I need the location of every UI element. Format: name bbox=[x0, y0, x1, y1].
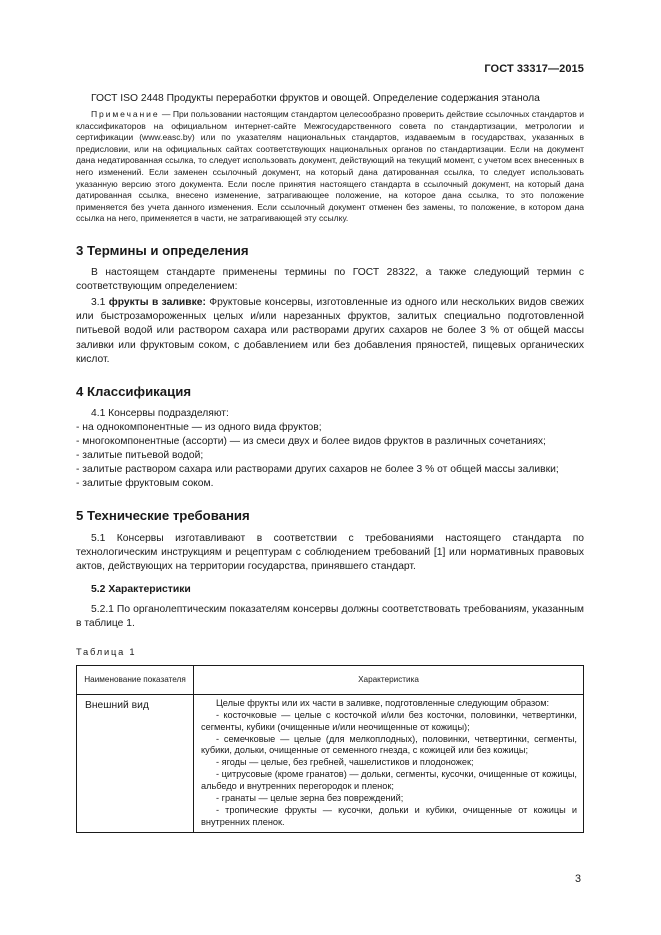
page-number: 3 bbox=[574, 873, 581, 885]
column-header-indicator: Наименование показателя bbox=[77, 665, 194, 694]
term-number: 3.1 bbox=[91, 297, 109, 309]
page-content bbox=[76, 92, 584, 833]
section-5-2-heading: 5.2 Характеристики bbox=[91, 583, 191, 595]
list-item: - залитые питьевой водой; bbox=[76, 449, 204, 461]
section-3-heading: 3 Термины и определения bbox=[76, 243, 249, 259]
term-name: фрукты в заливке: bbox=[108, 297, 206, 309]
table-row bbox=[77, 694, 584, 832]
classification-intro: 4.1 Консервы подразделяют: bbox=[91, 407, 229, 419]
classification-list bbox=[76, 407, 584, 492]
section-5-2-1-paragraph: 5.2.1 По органолептическим показателям консервы должны соответствовать требованиям, указанным в таблице 1. bbox=[76, 603, 584, 629]
list-item: - залитые раствором сахара или растворами других сахаров не более 3 % от общей массы заливки; bbox=[76, 464, 559, 476]
note-label: Примечание bbox=[91, 109, 160, 120]
characteristic-line: - семечковые — целые (для мелкоплодных), половинки, четвертинки, сегменты, кубики, дольки, очищенные от семенного гнезда, с кожицей или без кожицы; bbox=[201, 733, 577, 756]
list-item: - залитые фруктовым соком. bbox=[76, 478, 214, 490]
list-item: - на однокомпонентные — из одного вида фруктов; bbox=[76, 421, 322, 433]
note-paragraph bbox=[76, 109, 584, 225]
section-5-heading: 5 Технические требования bbox=[76, 508, 250, 524]
section-3-intro: В настоящем стандарте применены термины по ГОСТ 28322, а также следующий термин с соответствующим определением: bbox=[76, 267, 584, 293]
indicator-name: Внешний вид bbox=[77, 694, 194, 832]
term-definition bbox=[76, 296, 584, 366]
table-caption: Таблица 1 bbox=[76, 646, 137, 657]
table-1 bbox=[76, 665, 584, 833]
characteristic-line: - цитрусовые (кроме гранатов) — дольки, сегменты, кусочки, очищенные от кожицы, альбедо и внутренних перегородок и пленок; bbox=[201, 769, 577, 792]
document-number: ГОСТ 33317—2015 bbox=[484, 63, 584, 75]
term-definition-text: Фруктовые консервы, изготовленные из одного или нескольких видов свежих или быстрозамороженных целых и/или нарезанных фруктов, залитых специально подготовленной питьевой водой или раствором сахара или растворами других сахаров не более 3 % от общей массы заливки или фруктовым соком, с добавлением или без добавления пряностей, пищевых органических кислот. bbox=[76, 297, 585, 365]
column-header-characteristic: Характеристика bbox=[194, 665, 584, 694]
characteristic-line: - тропические фрукты — кусочки, дольки и кубики, очищенные от кожицы и внутренних пленок. bbox=[201, 804, 577, 827]
characteristic-line: Целые фрукты или их части в заливке, подготовленные следующим образом: bbox=[216, 697, 550, 708]
characteristic-cell bbox=[194, 694, 584, 832]
reference-entry: ГОСТ ISO 2448 Продукты переработки фруктов и овощей. Определение содержания этанола bbox=[91, 93, 540, 104]
section-5-1-paragraph: 5.1 Консервы изготавливают в соответствии с требованиями настоящего стандарта по технологическим инструкциям и рецептурам с соблюдением требований [1] или нормативных правовых актов, действующих на территории государства, принявшего стандарт. bbox=[76, 533, 584, 573]
characteristic-line: - косточковые — целые с косточкой и/или без косточки, половинки, четвертинки, сегменты, кубики (очищенные и/или неочищенные от кожицы); bbox=[201, 709, 577, 732]
section-4-heading: 4 Классификация bbox=[76, 383, 192, 399]
characteristic-line: - гранаты — целые зерна без повреждений; bbox=[216, 793, 404, 804]
note-text: — При пользовании настоящим стандартом целесообразно проверить действие ссылочных стандартов и классификаторов на официальном интернет-сайте Межгосударственного совета по стандартизации, метрологии и сертификации (www.easc.by) или по указателям национальных стандартов, издаваемым в государствах, указанных в предисловии, или на официальных сайтах соответствующих национальных органов по стандартизации. Если на документ дана недатированная ссылка, то следует использовать документ, действующий на текущий момент, с учетом всех внесенных в него изменений. Если заменен ссылочный документ, на который дана датированная ссылка, то следует использовать указанную версию этого документа. Если после принятия настоящего стандарта в ссылочный документ, на который дана датированная ссылка, внесено изменение, затрагивающее положение, на которое дана ссылка, то это положение применяется без учета данного изменения. Если ссылочный документ отменен без замены, то положение, в котором дана ссылка на него, применяется в части, не затрагивающей эту ссылку. bbox=[76, 109, 584, 224]
list-item: - многокомпонентные (ассорти) — из смеси двух и более видов фруктов в различных сочетаниях; bbox=[76, 435, 546, 447]
characteristic-line: - ягоды — целые, без гребней, чашелистиков и плодоножек; bbox=[216, 757, 474, 768]
table-header-row bbox=[77, 665, 584, 694]
